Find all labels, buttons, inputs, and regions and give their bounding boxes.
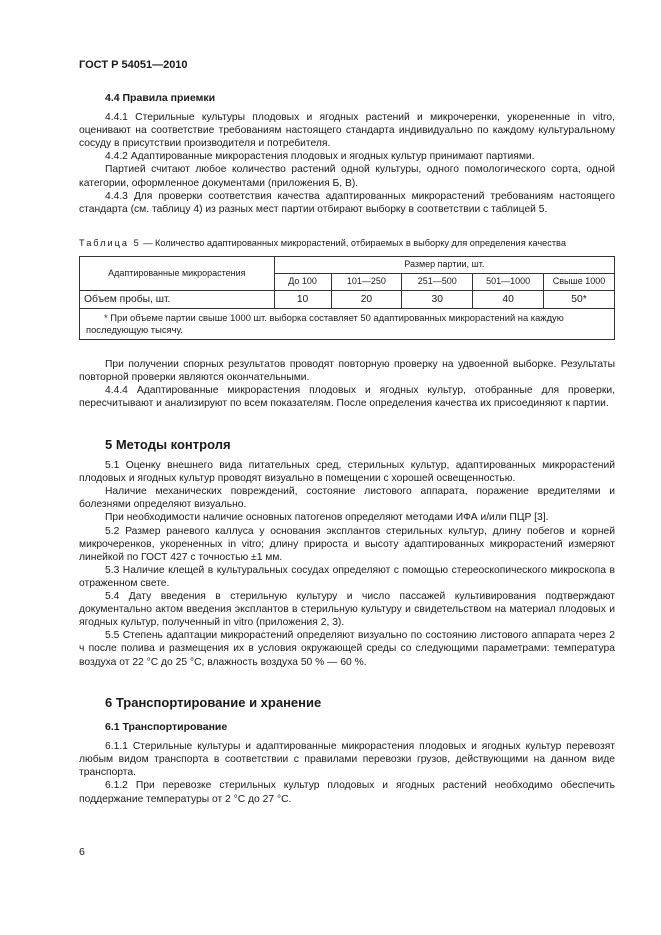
- table-caption-text: — Количество адаптированных микрорастений, отбираемых в выборку для определения качества: [140, 238, 566, 248]
- table-size-header: Свыше 1000: [544, 274, 615, 291]
- paragraph: При необходимости наличие основных патогенов определяют методами ИФА и/или ПЦР [3].: [105, 512, 549, 524]
- table-caption-prefix: Таблица 5: [79, 238, 141, 248]
- paragraph: При получении спорных результатов проводят повторную проверку на удвоенной выборке. Результаты повторной проверки являются окончательными.: [79, 359, 615, 384]
- paragraph: 4.4.2 Адаптированные микрорастения плодовых и ягодных культур принимают партиями.: [105, 151, 535, 163]
- paragraph: 6.1.2 При перевозке стерильных культур плодовых и ягодных растений необходимо обеспечить поддержание температуры от 2 °С до 27 °С.: [79, 780, 615, 805]
- table-cell: 10: [274, 291, 331, 309]
- table-cell: 20: [331, 291, 402, 309]
- table-group-header: Размер партии, шт.: [274, 257, 614, 274]
- table-cell: 50*: [544, 291, 615, 309]
- paragraph: 5.4 Дату введения в стерильную культуру и число пассажей культивирования подтверждают документально актом введения эксплантов в стерильную культуру и свидетельством на материал плодовых и ягодных культур, полученный in vitro (приложения 2, 3).: [79, 591, 615, 629]
- paragraph: 5.2 Размер раневого каллуса у основания эксплантов стерильных культур, длину побегов и корней микрочеренков, укорененных in vitro; длину прироста и высоту адаптированных микрорастений измеряют линейкой по ГОСТ 427 с точностью ±1 мм.: [79, 525, 615, 563]
- paragraph: Наличие механических повреждений, состояние листового аппарата, поражение вредителями и болезнями определяют визуально.: [79, 486, 615, 511]
- section-title: 5 Методы контроля: [105, 437, 231, 452]
- paragraph: 5.5 Степень адаптации микрорастений определяют визуально по состоянию листового аппарата через 2 ч после полива и размещения их в условия окружающей среды со следующими параметрами: температура воздуха от 22 °С до 25 °С, влажность воздуха 50 % — 60 %.: [79, 630, 615, 668]
- page-number: 6: [79, 846, 85, 858]
- after-table-text: [79, 358, 615, 410]
- section-title: 6 Транспортирование и хранение: [105, 695, 322, 710]
- paragraph: 4.4.1 Стерильные культуры плодовых и ягодных растений и микрочеренки, укорененные in vitro, оценивают на соответствие требованиям настоящего стандарта индивидуально по каждому культуральному сосуду в присутствии производителя и потребителя.: [79, 112, 615, 150]
- section-5: [79, 438, 615, 669]
- table-size-header: 501—1000: [473, 274, 544, 291]
- paragraph: 5.1 Оценку внешнего вида питательных сред, стерильных культур, адаптированных микрорастений плодовых и ягодных культур проводят визуально в помещении с хорошей освещенностью.: [79, 460, 615, 485]
- table-footnote-text: * При объеме партии свыше 1000 шт. выборка составляет 50 адаптированных микрорастений на каждую последующую тысячу.: [86, 312, 564, 335]
- paragraph: 4.4.3 Для проверки соответствия качества адаптированных микрорастений требованиям настоящего стандарта (см. таблицу 4) из разных мест партии отбирают выборку в соответствии с таблицей 5.: [79, 190, 615, 215]
- paragraph: Партией считают любое количество растений одной культуры, одного помологического сорта, одной категории, оформленное документами (приложения Б, В).: [79, 164, 615, 189]
- table-caption: [79, 237, 639, 250]
- table-row-label: Объем пробы, шт.: [80, 291, 275, 309]
- table-cell: 40: [473, 291, 544, 309]
- table-size-header: 101—250: [331, 274, 402, 291]
- subsection-title: 6.1 Транспортирование: [105, 721, 228, 734]
- section-4-4: [79, 92, 615, 216]
- table-size-header: До 100: [274, 274, 331, 291]
- table-cell: 30: [402, 291, 473, 309]
- section-6: [79, 696, 615, 806]
- paragraph: 4.4.4 Адаптированные микрорастения плодовых и ягодных культур, отобранные для проверки, пересчитывают и анализируют по всем показателям. После определения качества их присоединяют к партии.: [79, 385, 615, 410]
- running-header: ГОСТ Р 54051—2010: [79, 59, 188, 71]
- sample-size-table: [79, 256, 615, 340]
- table-footnote: [80, 309, 615, 340]
- paragraph: 5.3 Наличие клещей в культуральных сосудах определяют с помощью стереоскопического микроскопа в отраженном свете.: [79, 564, 615, 589]
- table-col-header: Адаптированные микрорастения: [80, 257, 275, 291]
- paragraph: 6.1.1 Стерильные культуры и адаптированные микрорастения плодовых и ягодных культур перевозят любым видом транспорта в соответствии с правилами перевозки грузов, действующими на данном виде транспорта.: [79, 741, 615, 779]
- table-size-header: 251—500: [402, 274, 473, 291]
- section-title: 4.4 Правила приемки: [105, 92, 216, 104]
